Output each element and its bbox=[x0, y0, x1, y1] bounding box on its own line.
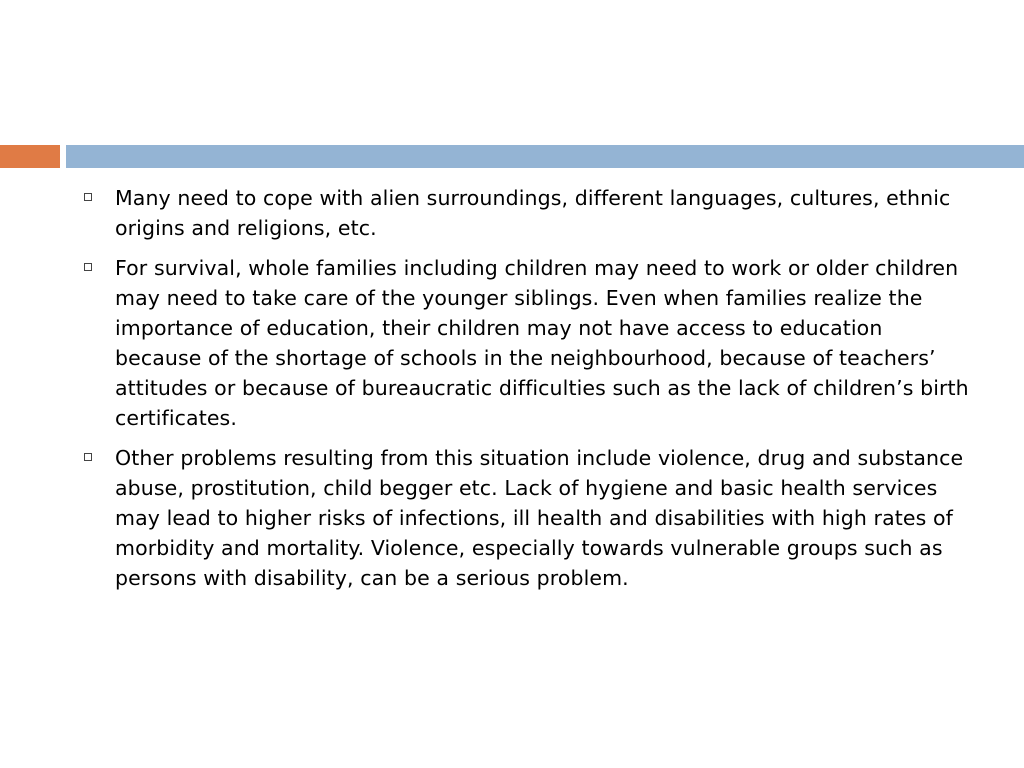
slide-body bbox=[80, 183, 970, 603]
accent-bar-orange bbox=[0, 145, 60, 168]
bullet-item bbox=[80, 443, 970, 593]
bullet-text: Other problems resulting from this situation include violence, drug and substance abuse, prostitution, child begger etc. Lack of hygiene and basic health services may lead to higher risks of infections, ill health and disabilities with high rates of morbidity and mortality. Violence, especially towards vulnerable groups such as persons with disability, can be a serious problem. bbox=[115, 446, 964, 590]
bullet-text: Many need to cope with alien surroundings, different languages, cultures, ethnic origins and religions, etc. bbox=[115, 186, 951, 240]
bullet-item bbox=[80, 253, 970, 433]
hollow-square-icon bbox=[84, 193, 92, 201]
accent-bar-blue bbox=[66, 145, 1024, 168]
hollow-square-icon bbox=[84, 263, 92, 271]
bullet-item bbox=[80, 183, 970, 243]
hollow-square-icon bbox=[84, 453, 92, 461]
bullet-text: For survival, whole families including children may need to work or older children may need to take care of the younger siblings. Even when families realize the importance of education, their children may not have access to education because of the shortage of schools in the neighbourhood, because of teachers’ attitudes or because of bureaucratic difficulties such as the lack of children’s birth certificates. bbox=[115, 256, 969, 430]
bullet-list bbox=[80, 183, 970, 593]
